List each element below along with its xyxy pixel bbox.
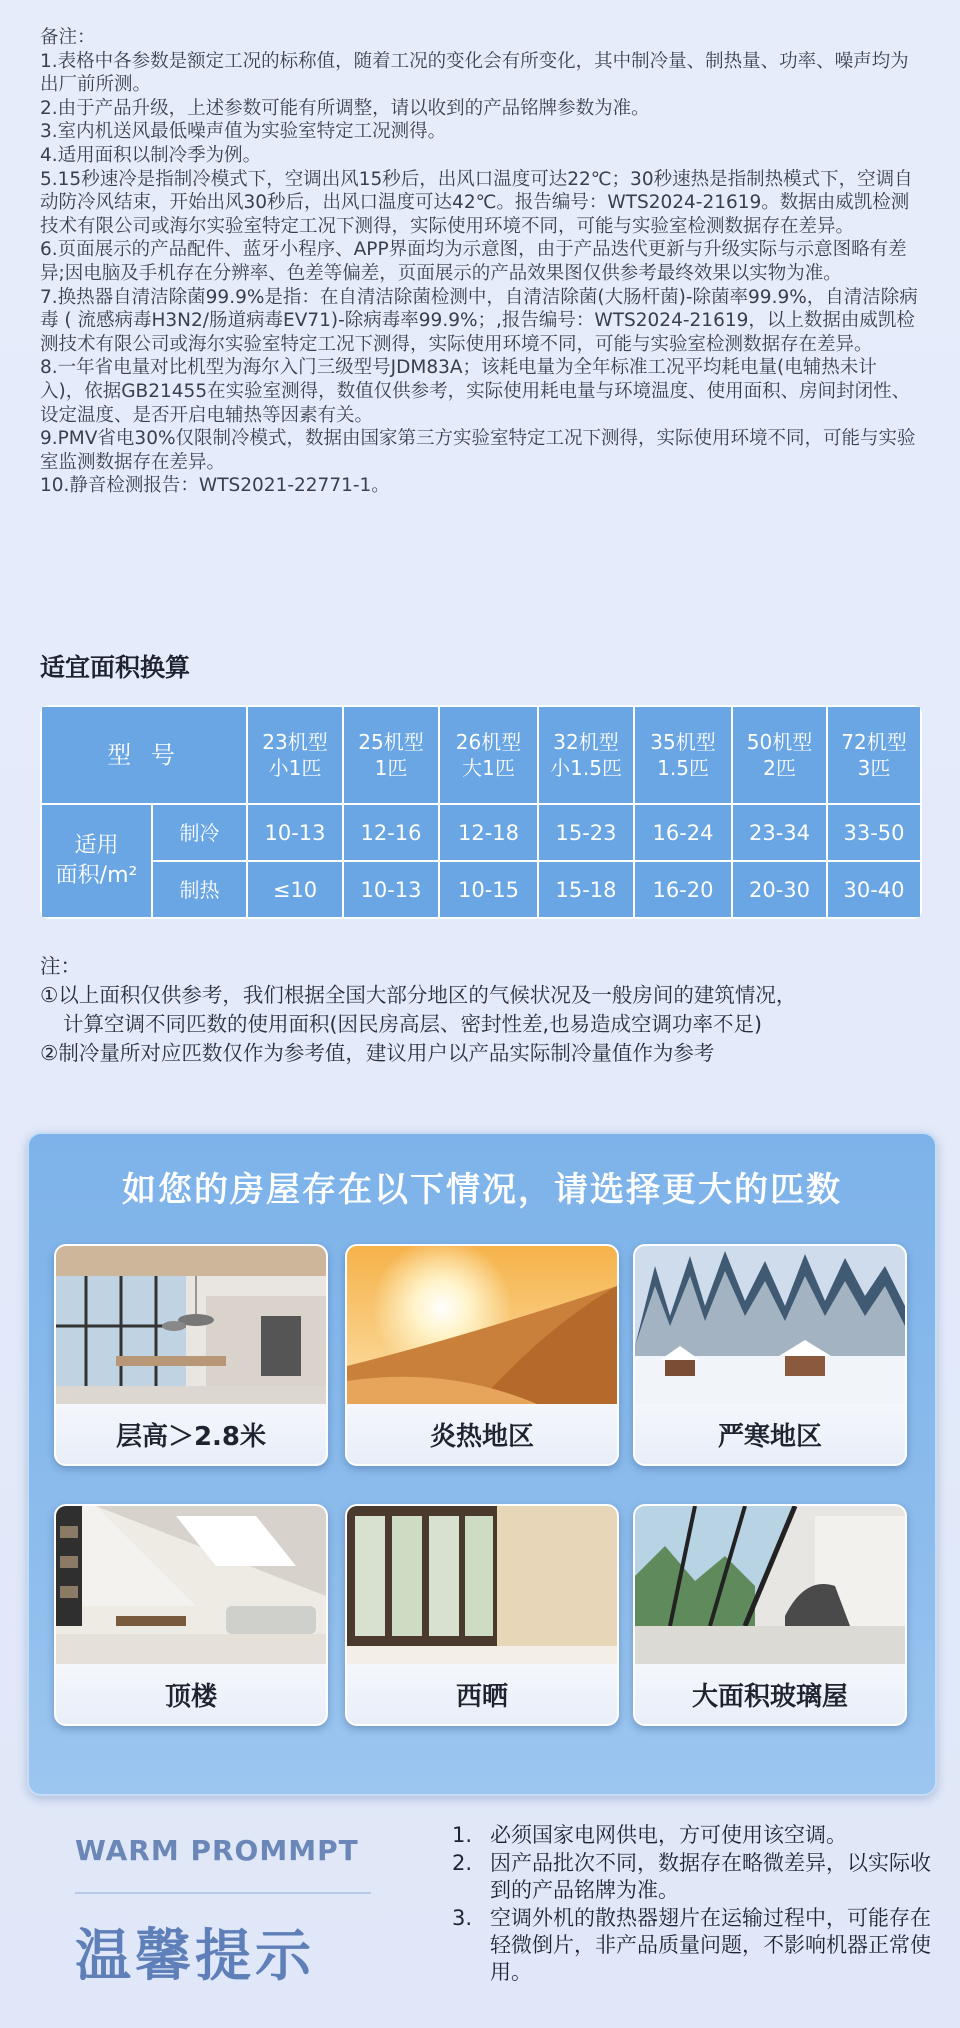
model-cell — [732, 706, 827, 804]
remark-item: 1.表格中各参数是额定工况的标称值，随着工况的变化会有所变化，其中制冷量、制热量、功率、噪声均为出厂前所测。 — [40, 50, 909, 96]
model-name: 26机型 — [455, 730, 522, 754]
attic-room-image — [56, 1506, 326, 1664]
warm-prompt-title-cn: 温馨提示 — [75, 1924, 315, 1989]
situation-card — [633, 1244, 907, 1466]
table-cell: 10-13 — [343, 861, 439, 918]
list-item — [452, 1822, 932, 1849]
remark-item: 7.换热器自清洁除菌99.9%是指：在自清洁除菌检测中，自清洁除菌(大肠杆菌)-除菌率99.9%，自清洁除病毒 ( 流感病毒H3N2/肠道病毒EV71)-除病毒率99.9%；,报告编号：WTS2024-21619，以上数据由威凯检测技术有限公司或海尔实验室特定工况下测得，实际使用环境不同，可能与实验室检测数据存在差异。 — [40, 286, 918, 355]
model-hp: 3匹 — [857, 756, 891, 780]
remark-item: 9.PMV省电30%仅限制冷模式，数据由国家第三方实验室特定工况下测得，实际使用环境不同，可能与实验室监测数据存在差异。 — [40, 428, 916, 473]
situation-label: 层高＞2.8米 — [56, 1404, 326, 1464]
tip-number: 3. — [452, 1906, 473, 1930]
model-name: 35机型 — [650, 730, 716, 754]
list-item — [452, 1850, 932, 1904]
model-hp: 小1.5匹 — [550, 756, 622, 780]
tip-text: 空调外机的散热器翅片在运输过程中，可能存在轻微倒片，非产品质量问题，不影响机器正常使用。 — [490, 1906, 931, 1984]
tip-number: 2. — [452, 1851, 473, 1875]
remarks-heading: 备注： — [40, 27, 96, 48]
tip-text: 必须国家电网供电，方可使用该空调。 — [490, 1823, 847, 1847]
west-sun-window-image — [347, 1506, 617, 1664]
model-header-cell: 型 号 — [41, 706, 247, 804]
remark-item: 6.页面展示的产品配件、蓝牙小程序、APP界面均为示意图，由于产品迭代更新与升级实际与示意图略有差异;因电脑及手机存在分辨率、色差等偏差，页面展示的产品效果图仅供参考最终效果以实物为准。 — [40, 239, 907, 284]
remark-item: 8.一年省电量对比机型为海尔入门三级型号JDM83A；该耗电量为全年标准工况平均耗电量(电辅热未计入)，依据GB21455在实验室测得，数值仅供参考，实际使用耗电量与环境温度、使用面积、房间封闭性、设定温度、是否开启电辅热等因素有关。 — [40, 357, 911, 426]
model-hp: 小1匹 — [268, 756, 322, 780]
remark-item: 10.静音检测报告：WTS2021-22771-1。 — [40, 475, 390, 497]
table-cell: 16-20 — [634, 861, 732, 918]
model-hp: 2匹 — [763, 756, 796, 780]
hot-desert-image — [347, 1246, 617, 1404]
model-hp: 1.5匹 — [657, 756, 709, 780]
table-cell: 33-50 — [827, 804, 921, 861]
row-label-heating: 制热 — [152, 861, 247, 918]
model-hp: 1匹 — [374, 756, 408, 780]
row-label-cooling: 制冷 — [152, 804, 247, 861]
situation-card — [345, 1504, 619, 1726]
area-conversion-table — [40, 705, 922, 919]
situation-label: 西晒 — [347, 1664, 617, 1724]
table-cell: ≤10 — [247, 861, 343, 918]
table-cell: 20-30 — [732, 861, 827, 918]
situation-label: 大面积玻璃屋 — [635, 1664, 905, 1724]
area-section-title: 适宜面积换算 — [40, 653, 191, 682]
tip-number: 1. — [452, 1823, 473, 1847]
situation-label: 炎热地区 — [347, 1404, 617, 1464]
table-note-2: ②制冷量所对应匹数仅作为参考值，建议用户以产品实际制冷量值作为参考 — [40, 1041, 715, 1065]
area-header-cell — [41, 804, 152, 918]
situation-label: 严寒地区 — [635, 1404, 905, 1464]
table-row-heating — [41, 861, 921, 918]
remarks-section — [40, 26, 920, 498]
remark-item: 2.由于产品升级，上述参数可能有所调整，请以收到的产品铭牌参数为准。 — [40, 97, 650, 119]
situation-card — [54, 1504, 328, 1726]
model-cell — [538, 706, 634, 804]
table-note-1-cont: 计算空调不同匹数的使用面积(因民房高层、密封性差,也易造成空调功率不足) — [63, 1012, 763, 1036]
snowy-village-image — [635, 1246, 905, 1404]
warm-prompt-tips — [452, 1822, 932, 1987]
model-name: 72机型 — [841, 730, 907, 754]
table-row-cooling — [41, 804, 921, 861]
table-cell: 15-23 — [538, 804, 634, 861]
model-cell — [634, 706, 732, 804]
table-cell: 12-18 — [439, 804, 538, 861]
situation-card — [54, 1244, 328, 1466]
warm-prompt-title-en: WARM PROMMPT — [75, 1834, 359, 1867]
table-cell: 10-15 — [439, 861, 538, 918]
list-item — [452, 1905, 932, 1986]
situation-card — [345, 1244, 619, 1466]
situation-card — [633, 1504, 907, 1726]
situations-title: 如您的房屋存在以下情况，请选择更大的匹数 — [122, 1170, 842, 1210]
model-cell — [439, 706, 538, 804]
model-cell — [827, 706, 921, 804]
area-header-line: 面积/m² — [55, 863, 138, 888]
model-cell — [343, 706, 439, 804]
model-hp: 大1匹 — [462, 756, 515, 780]
model-name: 32机型 — [553, 730, 619, 754]
area-header-line: 适用 — [74, 833, 119, 858]
table-cell: 15-18 — [538, 861, 634, 918]
table-cell: 12-16 — [343, 804, 439, 861]
situation-label: 顶楼 — [56, 1664, 326, 1724]
tip-text: 因产品批次不同，数据存在略微差异，以实际收到的产品铭牌为准。 — [490, 1851, 931, 1902]
model-name: 50机型 — [746, 730, 813, 754]
high-ceiling-room-image — [56, 1246, 326, 1404]
model-name: 23机型 — [262, 730, 328, 754]
table-cell: 30-40 — [827, 861, 921, 918]
table-note-1: ①以上面积仅供参考，我们根据全国大部分地区的气候状况及一般房间的建筑情况， — [40, 983, 797, 1007]
remark-item: 4.适用面积以制冷季为例。 — [40, 144, 262, 166]
table-cell: 10-13 — [247, 804, 343, 861]
glass-house-image — [635, 1506, 905, 1664]
table-notes-heading: 注： — [40, 954, 81, 978]
situations-panel — [27, 1132, 937, 1796]
table-cell: 16-24 — [634, 804, 732, 861]
table-header-row — [41, 706, 921, 804]
remark-item: 5.15秒速冷是指制冷模式下，空调出风15秒后，出风口温度可达22℃；30秒速热是指制热模式下，空调自动防冷风结束，开始出风30秒后，出风口温度可达42℃。报告编号：WTS2024-21619。数据由威凯检测技术有限公司或海尔实验室特定工况下测得，实际使用环境不同，可能与实验室检测数据存在差异。 — [40, 168, 913, 237]
table-notes — [40, 952, 920, 1068]
warm-prompt-divider — [75, 1892, 371, 1894]
table-cell: 23-34 — [732, 804, 827, 861]
model-name: 25机型 — [358, 730, 424, 754]
model-cell — [247, 706, 343, 804]
remark-item: 3.室内机送风最低噪声值为实验室特定工况测得。 — [40, 121, 447, 143]
